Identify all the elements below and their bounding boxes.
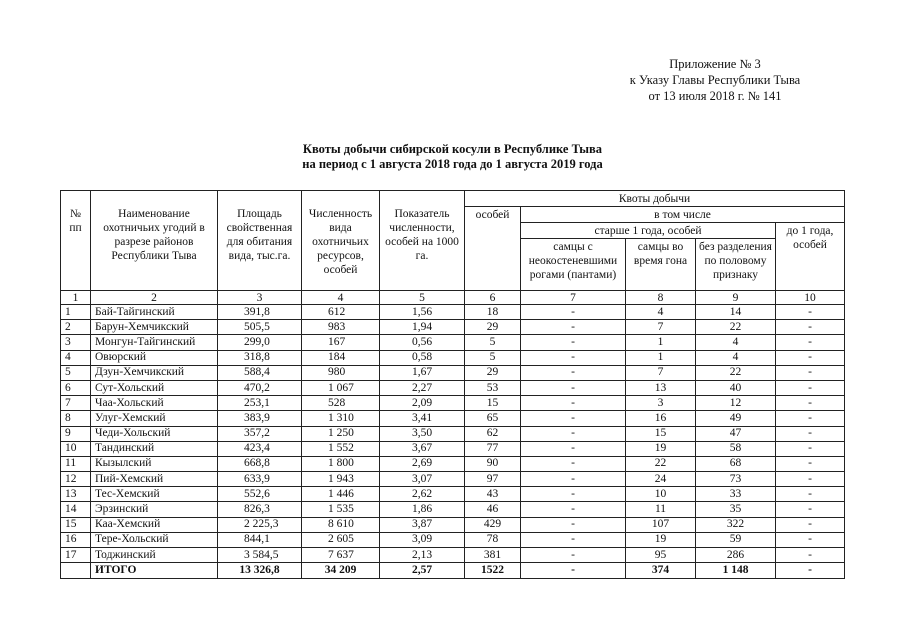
district-name: Пий-Хемский <box>91 472 218 487</box>
district-name: Овюрский <box>91 350 218 365</box>
district-name: Чеди-Хольский <box>91 426 218 441</box>
quota-males-antlers: - <box>521 472 626 487</box>
table-row <box>61 517 845 532</box>
quota-males-rut: 19 <box>626 532 696 547</box>
total-row <box>61 563 845 579</box>
quota-total: 381 <box>465 548 521 563</box>
total-label: ИТОГО <box>91 563 218 579</box>
density-value: 3,50 <box>380 426 465 441</box>
quota-males-rut: 1 <box>626 350 696 365</box>
total-population: 34 209 <box>302 563 380 579</box>
title-line-2: на период с 1 августа 2018 года до 1 августа 2019 года <box>302 157 603 171</box>
total-area: 13 326,8 <box>218 563 302 579</box>
population-value: 8 610 <box>302 517 380 532</box>
quota-total: 90 <box>465 456 521 471</box>
col-number: 5 <box>380 291 465 305</box>
header-older: старше 1 года, особей <box>521 223 776 239</box>
quota-no-sex: 49 <box>696 411 776 426</box>
population-value: 1 250 <box>302 426 380 441</box>
table-row <box>61 441 845 456</box>
row-index: 4 <box>61 350 91 365</box>
quota-males-antlers: - <box>521 335 626 350</box>
row-index: 9 <box>61 426 91 441</box>
quota-males-antlers: - <box>521 350 626 365</box>
appendix-line-1: Приложение № 3 <box>669 57 761 71</box>
quota-no-sex: 4 <box>696 350 776 365</box>
area-value: 470,2 <box>218 380 302 395</box>
density-value: 1,67 <box>380 365 465 380</box>
population-value: 167 <box>302 335 380 350</box>
density-value: 2,13 <box>380 548 465 563</box>
area-value: 633,9 <box>218 472 302 487</box>
population-value: 612 <box>302 305 380 320</box>
area-value: 3 584,5 <box>218 548 302 563</box>
population-value: 528 <box>302 396 380 411</box>
area-value: 2 225,3 <box>218 517 302 532</box>
col-number: 4 <box>302 291 380 305</box>
district-name: Монгун-Тайгинский <box>91 335 218 350</box>
quota-males-antlers: - <box>521 441 626 456</box>
population-value: 184 <box>302 350 380 365</box>
quota-no-sex: 14 <box>696 305 776 320</box>
row-index: 16 <box>61 532 91 547</box>
population-value: 1 552 <box>302 441 380 456</box>
row-index: 12 <box>61 472 91 487</box>
quota-total: 5 <box>465 350 521 365</box>
population-value: 1 535 <box>302 502 380 517</box>
population-value: 2 605 <box>302 532 380 547</box>
quota-no-sex: 322 <box>696 517 776 532</box>
density-value: 2,27 <box>380 380 465 395</box>
quota-no-sex: 59 <box>696 532 776 547</box>
row-index: 11 <box>61 456 91 471</box>
table-row <box>61 532 845 547</box>
row-index: 1 <box>61 305 91 320</box>
table-row <box>61 411 845 426</box>
header-no-sex: без разделения по половому признаку <box>696 239 776 291</box>
quota-no-sex: 4 <box>696 335 776 350</box>
quota-males-rut: 15 <box>626 426 696 441</box>
col-number: 6 <box>465 291 521 305</box>
quota-total: 53 <box>465 380 521 395</box>
quota-total: 78 <box>465 532 521 547</box>
header-area: Площадь свойственная для обитания вида, тыс.га. <box>218 191 302 291</box>
col-number: 2 <box>91 291 218 305</box>
population-value: 1 800 <box>302 456 380 471</box>
header-quotas: Квоты добычи <box>465 191 845 207</box>
table-body <box>61 291 845 579</box>
col-number: 3 <box>218 291 302 305</box>
quota-under1: - <box>776 487 845 502</box>
row-index: 3 <box>61 335 91 350</box>
area-value: 391,8 <box>218 305 302 320</box>
quota-under1: - <box>776 305 845 320</box>
row-index: 8 <box>61 411 91 426</box>
quota-under1: - <box>776 380 845 395</box>
quota-total: 29 <box>465 320 521 335</box>
row-index: 13 <box>61 487 91 502</box>
quota-under1: - <box>776 320 845 335</box>
quota-under1: - <box>776 411 845 426</box>
quota-males-antlers: - <box>521 320 626 335</box>
appendix-line-3: от 13 июля 2018 г. № 141 <box>648 89 782 103</box>
quota-no-sex: 33 <box>696 487 776 502</box>
quota-males-antlers: - <box>521 396 626 411</box>
quota-males-rut: 19 <box>626 441 696 456</box>
quota-no-sex: 47 <box>696 426 776 441</box>
density-value: 1,86 <box>380 502 465 517</box>
header-males-rut: самцы во время гона <box>626 239 696 291</box>
quota-total: 29 <box>465 365 521 380</box>
table-row <box>61 305 845 320</box>
quota-total: 15 <box>465 396 521 411</box>
header-population: Численность вида охотничьих ресурсов, особей <box>302 191 380 291</box>
quota-males-antlers: - <box>521 517 626 532</box>
density-value: 2,69 <box>380 456 465 471</box>
density-value: 3,41 <box>380 411 465 426</box>
quota-no-sex: 68 <box>696 456 776 471</box>
district-name: Бай-Тайгинский <box>91 305 218 320</box>
row-index: 15 <box>61 517 91 532</box>
header-name: Наименование охотничьих угодий в разрезе районов Республики Тыва <box>91 191 218 291</box>
density-value: 2,62 <box>380 487 465 502</box>
quota-table <box>60 190 845 579</box>
table-row <box>61 456 845 471</box>
density-value: 3,07 <box>380 472 465 487</box>
district-name: Тоджинский <box>91 548 218 563</box>
area-value: 588,4 <box>218 365 302 380</box>
row-index: 17 <box>61 548 91 563</box>
density-value: 1,94 <box>380 320 465 335</box>
row-index: 6 <box>61 380 91 395</box>
quota-males-antlers: - <box>521 532 626 547</box>
population-value: 7 637 <box>302 548 380 563</box>
quota-under1: - <box>776 350 845 365</box>
col-number: 10 <box>776 291 845 305</box>
quota-males-rut: 107 <box>626 517 696 532</box>
title-line-1: Квоты добычи сибирской косули в Республике Тыва <box>302 142 603 156</box>
population-value: 980 <box>302 365 380 380</box>
district-name: Тандинский <box>91 441 218 456</box>
district-name: Тес-Хемский <box>91 487 218 502</box>
row-index: 5 <box>61 365 91 380</box>
total-males-rut: 374 <box>626 563 696 579</box>
header-under1: до 1 года, особей <box>776 223 845 291</box>
population-value: 1 943 <box>302 472 380 487</box>
header-no: № пп <box>61 191 91 291</box>
quota-males-antlers: - <box>521 487 626 502</box>
quota-males-antlers: - <box>521 456 626 471</box>
row-index: 2 <box>61 320 91 335</box>
area-value: 552,6 <box>218 487 302 502</box>
area-value: 357,2 <box>218 426 302 441</box>
area-value: 423,4 <box>218 441 302 456</box>
quota-no-sex: 35 <box>696 502 776 517</box>
appendix-line-2: к Указу Главы Республики Тыва <box>629 73 801 87</box>
area-value: 844,1 <box>218 532 302 547</box>
table-row <box>61 548 845 563</box>
density-value: 0,58 <box>380 350 465 365</box>
quota-under1: - <box>776 472 845 487</box>
appendix-header <box>560 56 870 104</box>
total-under1: - <box>776 563 845 579</box>
area-value: 668,8 <box>218 456 302 471</box>
quota-no-sex: 40 <box>696 380 776 395</box>
header-density: Показатель численности, особей на 1000 га. <box>380 191 465 291</box>
quota-no-sex: 22 <box>696 365 776 380</box>
quota-males-antlers: - <box>521 426 626 441</box>
area-value: 826,3 <box>218 502 302 517</box>
quota-males-rut: 3 <box>626 396 696 411</box>
header-individuals: особей <box>465 207 521 291</box>
quota-total: 43 <box>465 487 521 502</box>
density-value: 1,56 <box>380 305 465 320</box>
district-name: Дзун-Хемчикский <box>91 365 218 380</box>
header-including: в том числе <box>521 207 845 223</box>
quota-males-rut: 95 <box>626 548 696 563</box>
quota-males-antlers: - <box>521 305 626 320</box>
quota-males-rut: 1 <box>626 335 696 350</box>
quota-total: 77 <box>465 441 521 456</box>
district-name: Тере-Хольский <box>91 532 218 547</box>
row-index: 14 <box>61 502 91 517</box>
quota-under1: - <box>776 548 845 563</box>
district-name: Чаа-Хольский <box>91 396 218 411</box>
quota-no-sex: 12 <box>696 396 776 411</box>
table-row <box>61 396 845 411</box>
density-value: 3,87 <box>380 517 465 532</box>
quota-under1: - <box>776 456 845 471</box>
quota-males-antlers: - <box>521 365 626 380</box>
total-males-antlers: - <box>521 563 626 579</box>
table-row <box>61 380 845 395</box>
quota-males-rut: 13 <box>626 380 696 395</box>
total-no-sex: 1 148 <box>696 563 776 579</box>
col-number: 1 <box>61 291 91 305</box>
quota-males-antlers: - <box>521 411 626 426</box>
quota-males-rut: 24 <box>626 472 696 487</box>
quota-total: 65 <box>465 411 521 426</box>
table-row <box>61 487 845 502</box>
quota-total: 97 <box>465 472 521 487</box>
row-index: 10 <box>61 441 91 456</box>
quota-males-antlers: - <box>521 502 626 517</box>
document-title <box>200 142 705 172</box>
col-number: 7 <box>521 291 626 305</box>
district-name: Каа-Хемский <box>91 517 218 532</box>
col-number: 8 <box>626 291 696 305</box>
area-value: 299,0 <box>218 335 302 350</box>
quota-total: 5 <box>465 335 521 350</box>
quota-males-rut: 16 <box>626 411 696 426</box>
quota-males-rut: 7 <box>626 320 696 335</box>
density-value: 3,67 <box>380 441 465 456</box>
column-numbers-row <box>61 291 845 305</box>
quota-total: 46 <box>465 502 521 517</box>
area-value: 505,5 <box>218 320 302 335</box>
density-value: 0,56 <box>380 335 465 350</box>
area-value: 383,9 <box>218 411 302 426</box>
quota-total: 429 <box>465 517 521 532</box>
quota-under1: - <box>776 396 845 411</box>
area-value: 318,8 <box>218 350 302 365</box>
quota-under1: - <box>776 441 845 456</box>
quota-no-sex: 22 <box>696 320 776 335</box>
district-name: Кызылский <box>91 456 218 471</box>
density-value: 2,09 <box>380 396 465 411</box>
quota-males-rut: 4 <box>626 305 696 320</box>
population-value: 1 446 <box>302 487 380 502</box>
quota-males-rut: 7 <box>626 365 696 380</box>
quota-males-antlers: - <box>521 548 626 563</box>
total-quota: 1522 <box>465 563 521 579</box>
table-row <box>61 365 845 380</box>
quota-males-antlers: - <box>521 380 626 395</box>
table-row <box>61 472 845 487</box>
total-index <box>61 563 91 579</box>
quota-total: 18 <box>465 305 521 320</box>
area-value: 253,1 <box>218 396 302 411</box>
quota-males-rut: 10 <box>626 487 696 502</box>
district-name: Улуг-Хемский <box>91 411 218 426</box>
district-name: Сут-Хольский <box>91 380 218 395</box>
table-row <box>61 502 845 517</box>
quota-under1: - <box>776 365 845 380</box>
quota-males-rut: 11 <box>626 502 696 517</box>
row-index: 7 <box>61 396 91 411</box>
quota-under1: - <box>776 335 845 350</box>
quota-no-sex: 58 <box>696 441 776 456</box>
col-number: 9 <box>696 291 776 305</box>
total-density: 2,57 <box>380 563 465 579</box>
density-value: 3,09 <box>380 532 465 547</box>
population-value: 1 310 <box>302 411 380 426</box>
quota-no-sex: 73 <box>696 472 776 487</box>
quota-males-rut: 22 <box>626 456 696 471</box>
district-name: Барун-Хемчикский <box>91 320 218 335</box>
quota-under1: - <box>776 426 845 441</box>
header-males-antlers: самцы с неокостеневшими рогами (пантами) <box>521 239 626 291</box>
table-header <box>61 191 845 291</box>
table-row <box>61 426 845 441</box>
population-value: 1 067 <box>302 380 380 395</box>
quota-under1: - <box>776 532 845 547</box>
table-row <box>61 320 845 335</box>
quota-no-sex: 286 <box>696 548 776 563</box>
table-row <box>61 350 845 365</box>
population-value: 983 <box>302 320 380 335</box>
quota-under1: - <box>776 517 845 532</box>
quota-under1: - <box>776 502 845 517</box>
table-row <box>61 335 845 350</box>
district-name: Эрзинский <box>91 502 218 517</box>
quota-total: 62 <box>465 426 521 441</box>
